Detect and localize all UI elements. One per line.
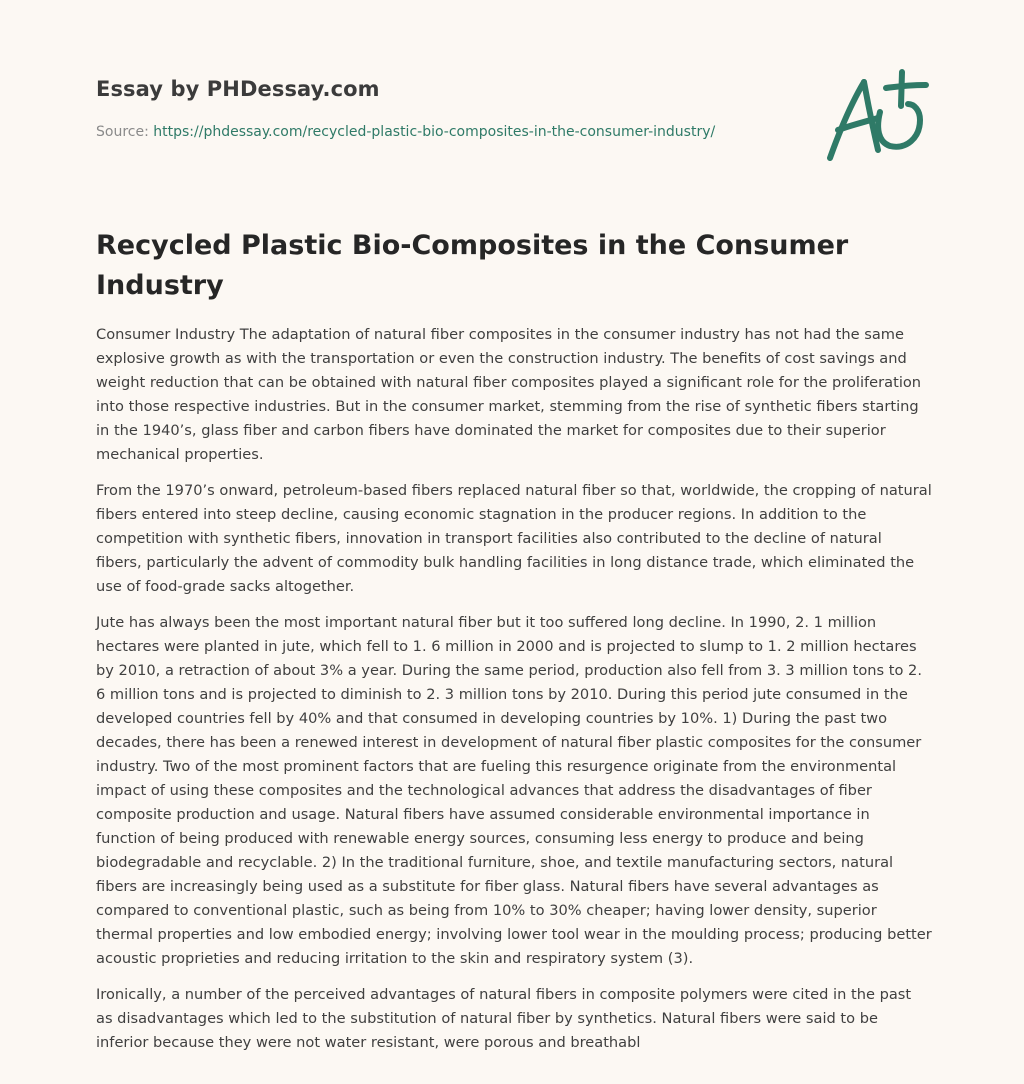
essay-paragraph: From the 1970’s onward, petroleum-based fibers replaced natural fiber so that, worldwide, the cropping of natural fibers entered into steep decline, causing economic stagnation in the producer regions. In addition to the competition with synthetic fibers, innovation in transport facilities also contributed to the decline of natural fibers, particularly the advent of commodity bulk handling facilities in long distance trade, which eliminated the use of food-grade sacks altogether. [96, 482, 932, 595]
source-label: Source: [96, 124, 154, 140]
source-line [96, 124, 715, 140]
source-link[interactable]: https://phdessay.com/recycled-plastic-bio-composites-in-the-consumer-industry/ [153, 124, 716, 140]
essay-paragraph: Ironically, a number of the perceived advantages of natural fibers in composite polymers were cited in the past as disadvantages which led to the substitution of natural fiber by synthetics. Natural fibers were said to be inferior because they were not water resistant, were porous and breathabl [96, 986, 912, 1051]
essay-paragraph: Jute has always been the most important natural fiber but it too suffered long decline. In 1990, 2. 1 million hectares were planted in jute, which fell to 1. 6 million in 2000 and is projected to slump to 1. 2 million hectares by 2010, a retraction of about 3% a year. During the same period, production also fell from 3. 3 million tons to 2. 6 million tons and is projected to diminish to 2. 3 million tons by 2010. During this period jute consumed in the developed countries fell by 40% and that consumed in developing countries by 10%. 1) During the past two decades, there has been a renewed interest in development of natural fiber plastic composites for the consumer industry. Two of the most prominent factors that are fueling this resurgence originate from the environmental impact of using these composites and the technological advances that address the disadvantages of fiber composite production and usage. Natural fibers have assumed considerable environmental importance in function of being produced with renewable energy sources, consuming less energy to produce and being biodegradable and recyclable. 2) In the traditional furniture, shoe, and textile manufacturing sectors, natural fibers are increasingly being used as a substitute for fiber glass. Natural fibers have several advantages as compared to conventional plastic, such as being from 10% to 30% cheaper; having lower density, superior thermal properties and low embodied energy; involving lower tool wear in the moulding process; producing better acoustic proprieties and reducing irritation to the skin and respiratory system (3). [96, 614, 932, 967]
essay-body [96, 323, 932, 1067]
site-title: Essay by PHDessay.com [96, 77, 380, 101]
essay-title: Recycled Plastic Bio-Composites in the Consumer Industry [96, 230, 849, 301]
a-plus-grade-icon [822, 68, 930, 164]
essay-paragraph: Consumer Industry The adaptation of natural fiber composites in the consumer industry has not had the same explosive growth as with the transportation or even the construction industry. The benefits of cost savings and weight reduction that can be obtained with natural fiber composites played a significant role for the proliferation into those respective industries. But in the consumer market, stemming from the rise of synthetic fibers starting in the 1940’s, glass fiber and carbon fibers have dominated the market for composites due to their superior mechanical properties. [96, 326, 922, 463]
